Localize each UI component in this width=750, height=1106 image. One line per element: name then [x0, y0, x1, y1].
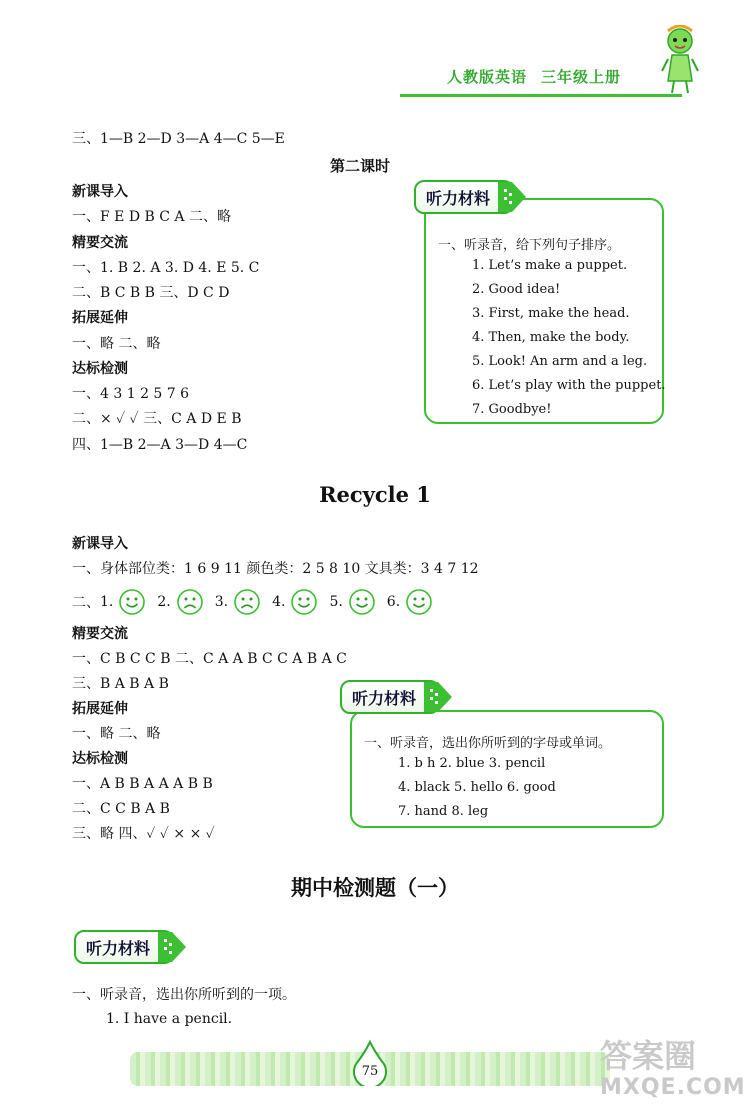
section-heading: 拓展延伸: [72, 701, 128, 717]
happy-face-icon: [406, 589, 432, 615]
happy-face-icon: [349, 589, 375, 615]
sad-face-icon: [234, 589, 260, 615]
listening-tag: [74, 930, 174, 964]
face-answer-number: 4.: [272, 594, 286, 610]
face-answer-number: 5.: [329, 594, 343, 610]
answer-line: 三、1—B 2—D 3—A 4—C 5—E: [72, 131, 285, 147]
section-heading: 达标检测: [72, 751, 128, 767]
listening-tag-label: 听力材料: [426, 188, 491, 208]
face-answer-item: [157, 589, 202, 615]
header-grade: 三年级上册: [541, 68, 622, 86]
face-answer-item: [387, 589, 432, 615]
listening-instruction: 一、听录音，选出你所听到的字母或单词。: [364, 736, 612, 751]
answer-line: 一、4 3 1 2 5 7 6: [72, 386, 190, 402]
listening-item: 7. Goodbye!: [472, 402, 552, 417]
arrow-tab-icon: [158, 930, 188, 964]
answer-line: 二、B C B B 三、D C D: [72, 285, 230, 301]
watermark: [600, 1037, 746, 1104]
face-answer-item: [100, 589, 145, 615]
listening-item: 4. black 5. hello 6. good: [398, 780, 556, 795]
listening-tag: [414, 180, 514, 214]
test-title: 期中检测题（一）: [291, 876, 459, 900]
listening-instruction: 一、听录音，给下列句子排序。: [438, 238, 621, 253]
answer-line: 二、C C B A B: [72, 801, 170, 817]
face-answer-number: 1.: [100, 594, 114, 610]
listening-tag-label: 听力材料: [86, 938, 151, 958]
section-heading: 新课导入: [72, 536, 128, 552]
answer-prefix: 二、: [72, 595, 100, 611]
header-rule: [400, 94, 682, 97]
watermark-text: 答案圈: [600, 1037, 697, 1075]
answer-line: 三、略 四、✓ ✓ × × ✓: [72, 826, 215, 842]
section-heading: 精要交流: [72, 626, 128, 642]
happy-face-icon: [291, 589, 317, 615]
face-answer-number: 6.: [386, 594, 401, 610]
section-heading: 新课导入: [72, 184, 128, 200]
listening-instruction: 一、听录音，选出你所听到的一项。: [72, 987, 296, 1003]
happy-face-icon: [119, 589, 145, 615]
section-title: 第二课时: [330, 157, 391, 175]
answer-line: 一、F E D B C A 二、略: [72, 209, 231, 225]
mascot-icon: [660, 25, 700, 95]
face-answer-item: [215, 589, 260, 615]
answer-line: 四、1—B 2—A 3—D 4—C: [72, 437, 248, 453]
face-answer-item: [272, 589, 317, 615]
header-edition: 人教版英语: [447, 68, 528, 86]
face-answer-number: 3.: [214, 594, 229, 610]
listening-tag-label: 听力材料: [352, 688, 417, 708]
listening-item: 7. hand 8. leg: [398, 804, 489, 819]
face-answer-number: 2.: [157, 594, 171, 610]
watermark-url: MXQE.COM: [600, 1075, 746, 1100]
listening-material-box: [350, 710, 664, 828]
listening-item: 3. First, make the head.: [472, 306, 630, 321]
listening-item: 1. b h 2. blue 3. pencil: [398, 756, 546, 771]
arrow-tab-icon: [424, 680, 454, 714]
listening-item: 2. Good idea!: [472, 282, 561, 297]
answer-line: 三、B A B A B: [72, 676, 169, 692]
listening-item: 1. Let’s make a puppet.: [472, 258, 628, 273]
answer-line: 一、1. B 2. A 3. D 4. E 5. C: [72, 260, 260, 276]
face-answer-item: [329, 589, 374, 615]
running-header: [447, 66, 635, 87]
answer-line: 一、C B C C B 二、C A A B C C A B A C: [72, 651, 347, 667]
answer-line: 二、× ✓ ✓ 三、C A D E B: [72, 411, 242, 427]
listening-item: 1. I have a pencil.: [106, 1011, 233, 1027]
face-answers: [72, 589, 444, 615]
listening-tag: [340, 680, 440, 714]
answer-line: 一、略 二、略: [72, 336, 161, 352]
section-heading: 精要交流: [72, 235, 128, 251]
answer-line: 一、略 二、略: [72, 726, 161, 742]
listening-material-box: [424, 198, 664, 424]
section-heading: 拓展延伸: [72, 310, 128, 326]
listening-item: 5. Look! An arm and a leg.: [472, 354, 648, 369]
arrow-tab-icon: [498, 180, 528, 214]
section-heading: 达标检测: [72, 361, 128, 377]
sad-face-icon: [177, 589, 203, 615]
listening-item: 6. Let’s play with the puppet.: [472, 378, 666, 393]
answer-line: 一、A B B A A A B B: [72, 776, 213, 792]
page-number: 75: [361, 1064, 379, 1079]
unit-title: Recycle 1: [319, 482, 431, 507]
page-number-badge: [350, 1040, 390, 1086]
listening-item: 4. Then, make the body.: [472, 330, 630, 345]
answer-line: 一、身体部位类：1 6 9 11 颜色类：2 5 8 10 文具类：3 4 7 12: [72, 561, 479, 577]
